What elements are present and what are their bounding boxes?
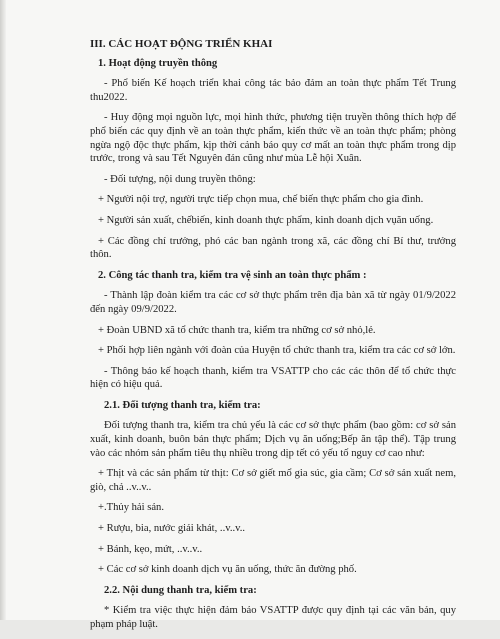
paragraph: Đối tượng thanh tra, kiểm tra chủ yếu là các cơ sở thực phẩm (bao gồm: cơ sở sản xuất, kinh doanh, buôn bán thực phẩm; Dịch vụ ăn uống;Bếp ăn tập thể). Tập trung vào các nhóm sản phẩm tiêu thụ nhiều trong dịp tết có yếu tố nguy cơ cao như: (90, 420, 456, 459)
paragraph: - Phổ biến Kế hoạch triển khai công tác bảo đảm an toàn thực phẩm Tết Trung thu2022. (90, 78, 456, 103)
bullet-item: + Rượu, bia, nước giải khát, ..v..v.. (98, 523, 246, 535)
bullet-item: + Bánh, kẹo, mứt, ..v..v.. (98, 543, 203, 555)
bullet-item: + Các cơ sở kinh doanh dịch vụ ăn uống, thức ăn đường phố. (98, 564, 357, 576)
bullet-item: + Đoàn UBND xã tổ chức thanh tra, kiểm tra những cơ sở nhỏ,lẻ. (98, 324, 376, 336)
bullet-item: + Phối hợp liên ngành với đoàn của Huyện tổ chức thanh tra, kiểm tra các cơ sở lớn. (98, 345, 456, 357)
paragraph: - Huy động mọi nguồn lực, mọi hình thức, phương tiện truyền thông thích hợp để phổ biến các quy định về an toàn thực phẩm, kiến thức về an toàn thực phẩm; phòng ngừa ngộ độc thực phẩm, kịp thời cảnh báo quy cơ mất an toàn thực phẩm trong dịp trước, trong và sau Tết Nguyên đán cũng như mùa Lễ hội Xuân. (90, 112, 456, 165)
bullet-item: + Người nội trợ, người trực tiếp chọn mua, chế biến thực phẩm cho gia đình. (98, 194, 424, 206)
document-body (90, 38, 456, 639)
paragraph: * Kiểm tra việc thực hiện đảm bảo VSATTP được quy định tại các văn bản, quy phạm pháp luật. (90, 605, 456, 630)
paragraph: - Thông báo kế hoạch thanh, kiểm tra VSATTP cho các các thôn để tổ chức thực hiện có hiệu quả. (90, 365, 456, 391)
section-title: III. CÁC HOẠT ĐỘNG TRIỂN KHAI (90, 38, 273, 50)
heading-2: 2. Công tác thanh tra, kiểm tra vệ sinh an toàn thực phẩm : (98, 269, 367, 281)
heading-2-2: 2.2. Nội dung thanh tra, kiểm tra: (104, 584, 257, 596)
page-edge-shadow (0, 0, 6, 620)
paragraph: - Thành lập đoàn kiểm tra các cơ sở thực phẩm trên địa bàn xã từ ngày 01/9/2022 đến ngày 09/9/2022. (90, 290, 456, 315)
heading-2-1: 2.1. Đối tượng thanh tra, kiểm tra: (104, 399, 261, 411)
bullet-item: + Người sản xuất, chếbiến, kinh doanh thực phẩm, kinh doanh dịch vụăn uống. (98, 214, 434, 226)
bullet-item: + Thịt và các sản phẩm từ thịt: Cơ sở giết mổ gia súc, gia cầm; Cơ sở sản xuất nem, giò, chả ..v..v.. (90, 468, 456, 493)
bullet-item: +.Thủy hải sản. (98, 502, 164, 514)
heading-1: 1. Hoạt động truyền thông (98, 57, 218, 69)
bullet-item: + Các đồng chí trưởng, phó các ban ngành trong xã, các đồng chí Bí thư, trưởng thôn. (90, 235, 456, 261)
paragraph: - Đối tượng, nội dung truyền thông: (104, 173, 256, 185)
